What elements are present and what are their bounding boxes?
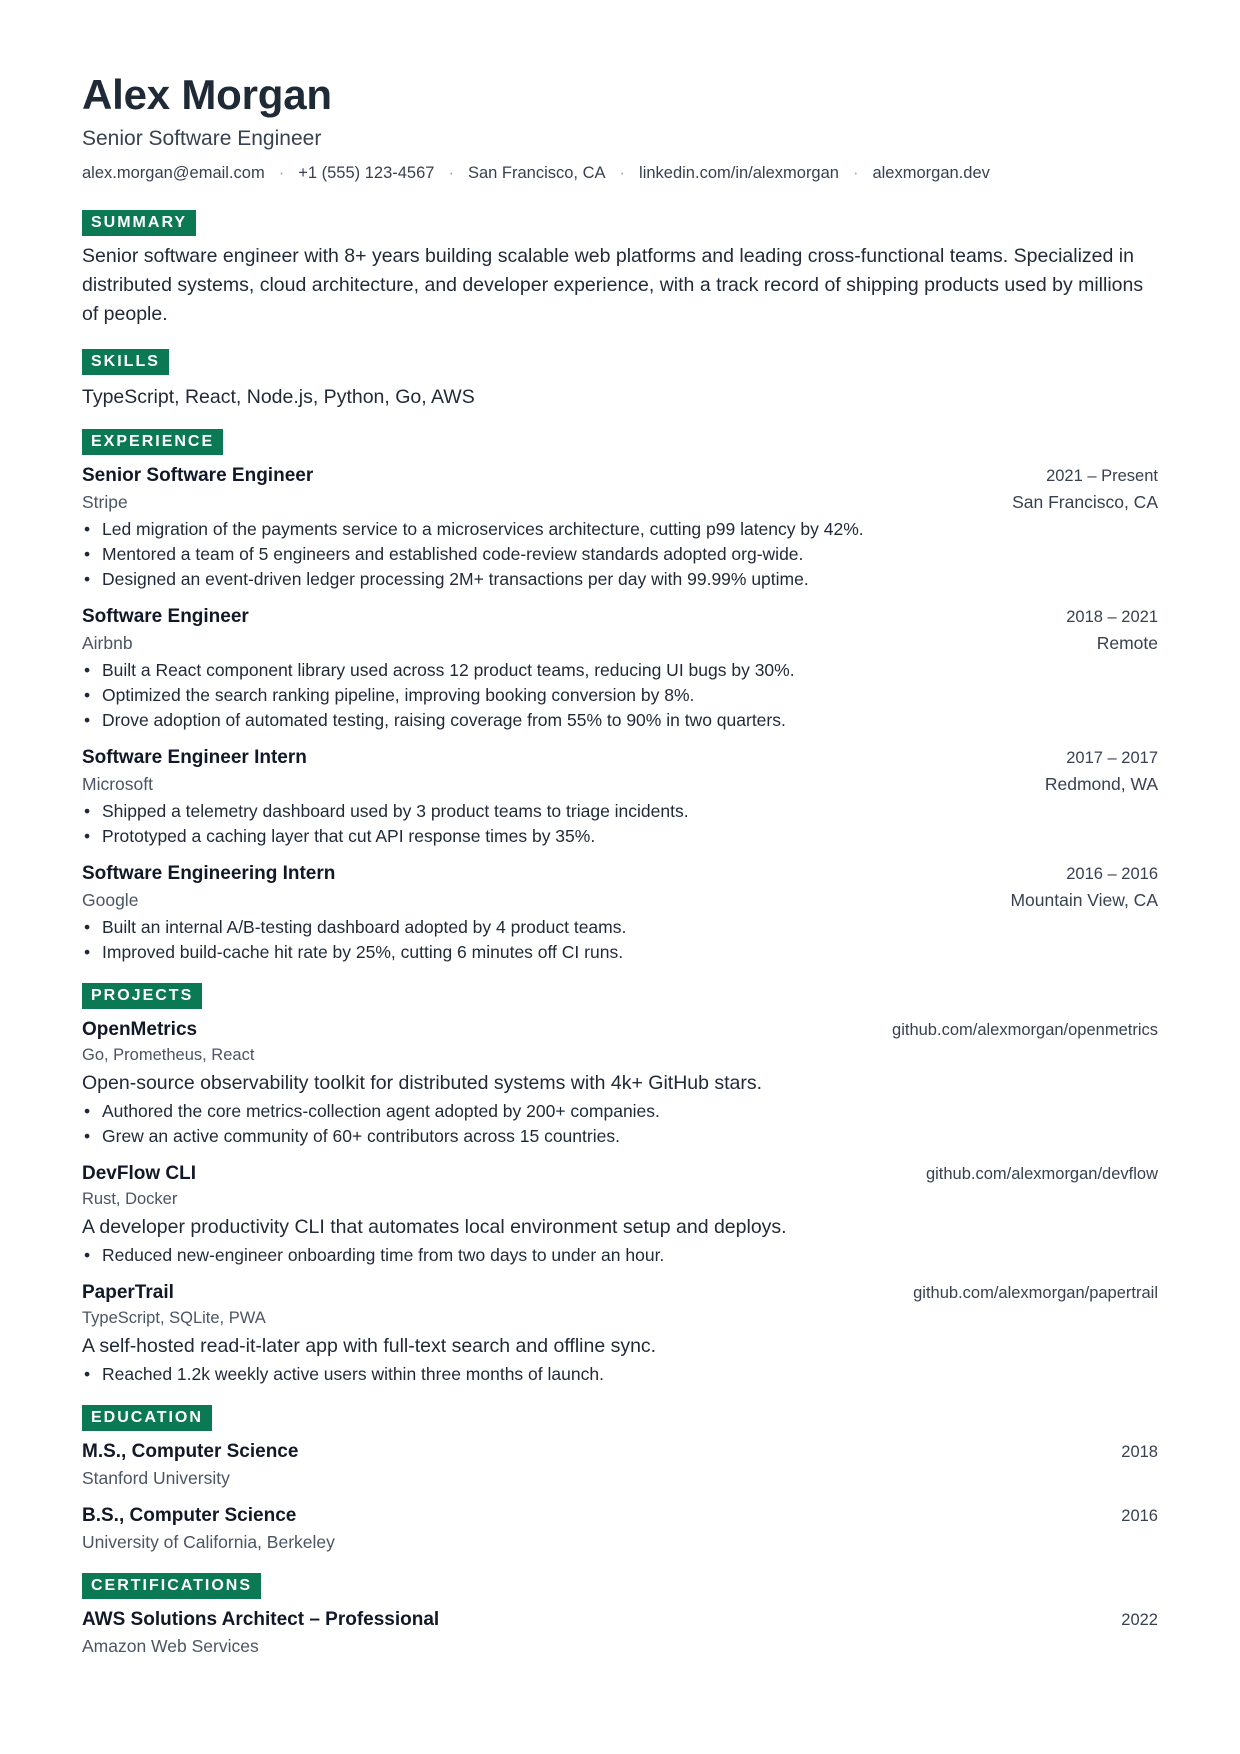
project-link[interactable]: github.com/alexmorgan/papertrail	[913, 1284, 1158, 1302]
project-entry	[82, 1161, 1158, 1268]
contact-email[interactable]: alex.morgan@email.com	[82, 164, 265, 182]
bullet-list	[82, 915, 1158, 965]
project-link[interactable]: github.com/alexmorgan/devflow	[925, 1165, 1158, 1183]
bullet-item: • Reached 1.2k weekly active users within three months of launch.	[82, 1362, 1158, 1387]
entry-row	[82, 489, 1158, 515]
experience-list	[82, 463, 1158, 965]
bullet-item: • Designed an event-driven ledger processing 2M+ transactions per day with 99.99% uptime.	[82, 567, 1158, 592]
bullet-item: • Optimized the search ranking pipeline, improving booking conversion by 8%.	[82, 683, 1158, 708]
job-title: Senior Software Engineer	[82, 465, 314, 486]
job-dates: 2018 – 2021	[1066, 608, 1158, 626]
experience-entry	[82, 604, 1158, 733]
section-heading-certifications: CERTIFICATIONS	[82, 1573, 261, 1599]
bullet-item: • Drove adoption of automated testing, raising coverage from 55% to 90% in two quarters.	[82, 708, 1158, 733]
certification-year: 2022	[1121, 1611, 1158, 1629]
project-entry	[82, 1280, 1158, 1387]
project-tech: TypeScript, SQLite, PWA	[82, 1309, 266, 1327]
experience-entry	[82, 745, 1158, 849]
job-title: Software Engineering Intern	[82, 863, 336, 884]
education-section	[82, 1405, 1158, 1555]
school-name: University of California, Berkeley	[82, 1532, 335, 1552]
contact-phone[interactable]: +1 (555) 123-4567	[298, 164, 435, 182]
entry-row	[82, 771, 1158, 797]
experience-entry	[82, 463, 1158, 592]
certification-name: AWS Solutions Architect – Professional	[82, 1609, 440, 1630]
contact-separator: ·	[852, 164, 859, 182]
entry-row	[82, 604, 1158, 630]
bullet-list	[82, 517, 1158, 592]
project-entry	[82, 1017, 1158, 1149]
contact-linkedin[interactable]: linkedin.com/in/alexmorgan	[639, 164, 839, 182]
school-name: Stanford University	[82, 1468, 230, 1488]
company-name: Google	[82, 890, 139, 910]
projects-list	[82, 1017, 1158, 1387]
job-location: San Francisco, CA	[1012, 492, 1158, 512]
entry-row	[82, 1439, 1158, 1465]
entry-row	[82, 887, 1158, 913]
contact-location: San Francisco, CA	[467, 164, 606, 182]
bullet-list	[82, 1099, 1158, 1149]
section-heading-skills: SKILLS	[82, 349, 169, 375]
project-name: DevFlow CLI	[82, 1163, 197, 1184]
contact-website[interactable]: alexmorgan.dev	[872, 164, 990, 182]
summary-section	[82, 210, 1158, 329]
bullet-item: • Shipped a telemetry dashboard used by 3 product teams to triage incidents.	[82, 799, 1158, 824]
degree-name: B.S., Computer Science	[82, 1505, 297, 1526]
experience-section	[82, 429, 1158, 965]
job-dates: 2017 – 2017	[1066, 749, 1158, 767]
certification-issuer: Amazon Web Services	[82, 1636, 259, 1656]
education-list	[82, 1439, 1158, 1555]
job-dates: 2016 – 2016	[1066, 865, 1158, 883]
entry-row	[82, 861, 1158, 887]
job-title: Software Engineer	[82, 606, 249, 627]
entry-row	[82, 1017, 1158, 1043]
graduation-year: 2016	[1121, 1507, 1158, 1525]
summary-text: Senior software engineer with 8+ years building scalable web platforms and leading cross-functional teams. Specialized in distributed systems, cloud architecture, and developer experience, with a track record of shipping products used by millions of people.	[82, 245, 1144, 325]
company-name: Stripe	[82, 492, 128, 512]
graduation-year: 2018	[1121, 1443, 1158, 1461]
education-entry	[82, 1503, 1158, 1555]
entry-row	[82, 463, 1158, 489]
bullet-list	[82, 658, 1158, 733]
education-entry	[82, 1439, 1158, 1491]
bullet-item: • Authored the core metrics-collection agent adopted by 200+ companies.	[82, 1099, 1158, 1124]
certifications-list	[82, 1607, 1158, 1659]
bullet-item: • Built an internal A/B-testing dashboard adopted by 4 product teams.	[82, 915, 1158, 940]
section-heading-projects: PROJECTS	[82, 983, 202, 1009]
bullet-item: • Led migration of the payments service to a microservices architecture, cutting p99 latency by 42%.	[82, 517, 1158, 542]
bullet-item: • Grew an active community of 60+ contributors across 15 countries.	[82, 1124, 1158, 1149]
skills-section	[82, 349, 1158, 411]
degree-name: M.S., Computer Science	[82, 1441, 299, 1462]
bullet-list	[82, 1243, 1158, 1268]
project-tech: Go, Prometheus, React	[82, 1046, 255, 1064]
skills-text: TypeScript, React, Node.js, Python, Go, AWS	[82, 386, 475, 408]
candidate-name: Alex Morgan	[82, 71, 332, 118]
bullet-item: • Built a React component library used across 12 product teams, reducing UI bugs by 30%.	[82, 658, 1158, 683]
job-location: Redmond, WA	[1044, 774, 1158, 794]
bullet-item: • Mentored a team of 5 engineers and established code-review standards adopted org-wide.	[82, 542, 1158, 567]
company-name: Airbnb	[82, 633, 133, 653]
project-name: OpenMetrics	[82, 1019, 198, 1040]
bullet-item: • Prototyped a caching layer that cut API response times by 35%.	[82, 824, 1158, 849]
section-heading-experience: EXPERIENCE	[82, 429, 223, 455]
entry-row	[82, 1280, 1158, 1306]
project-description: Open-source observability toolkit for distributed systems with 4k+ GitHub stars.	[82, 1072, 763, 1094]
company-name: Microsoft	[82, 774, 153, 794]
section-heading-summary: SUMMARY	[82, 210, 196, 236]
project-link[interactable]: github.com/alexmorgan/openmetrics	[892, 1021, 1158, 1039]
bullet-item: • Reduced new-engineer onboarding time from two days to under an hour.	[82, 1243, 1158, 1268]
section-heading-education: EDUCATION	[82, 1405, 212, 1431]
entry-row	[82, 1161, 1158, 1187]
candidate-role: Senior Software Engineer	[82, 127, 322, 150]
project-description: A self-hosted read-it-later app with full-text search and offline sync.	[82, 1335, 657, 1357]
project-tech: Rust, Docker	[82, 1190, 178, 1208]
job-location: Remote	[1096, 633, 1158, 653]
contact-separator: ·	[448, 164, 454, 182]
certifications-section	[82, 1573, 1158, 1659]
certification-entry	[82, 1607, 1158, 1659]
entry-row	[82, 1503, 1158, 1529]
bullet-list	[82, 1362, 1158, 1387]
job-title: Software Engineer Intern	[82, 747, 307, 768]
bullet-list	[82, 799, 1158, 849]
contact-separator: ·	[619, 164, 626, 182]
experience-entry	[82, 861, 1158, 965]
resume-header	[82, 70, 1158, 184]
projects-section	[82, 983, 1158, 1387]
entry-row	[82, 630, 1158, 656]
bullet-item: • Improved build-cache hit rate by 25%, cutting 6 minutes off CI runs.	[82, 940, 1158, 965]
entry-row	[82, 1607, 1158, 1633]
project-description: A developer productivity CLI that automates local environment setup and deploys.	[82, 1216, 787, 1238]
job-dates: 2021 – Present	[1046, 467, 1158, 485]
job-location: Mountain View, CA	[1010, 890, 1158, 910]
contact-separator: ·	[278, 164, 285, 182]
entry-row	[82, 745, 1158, 771]
project-name: PaperTrail	[82, 1282, 174, 1303]
contact-line	[82, 162, 1158, 184]
